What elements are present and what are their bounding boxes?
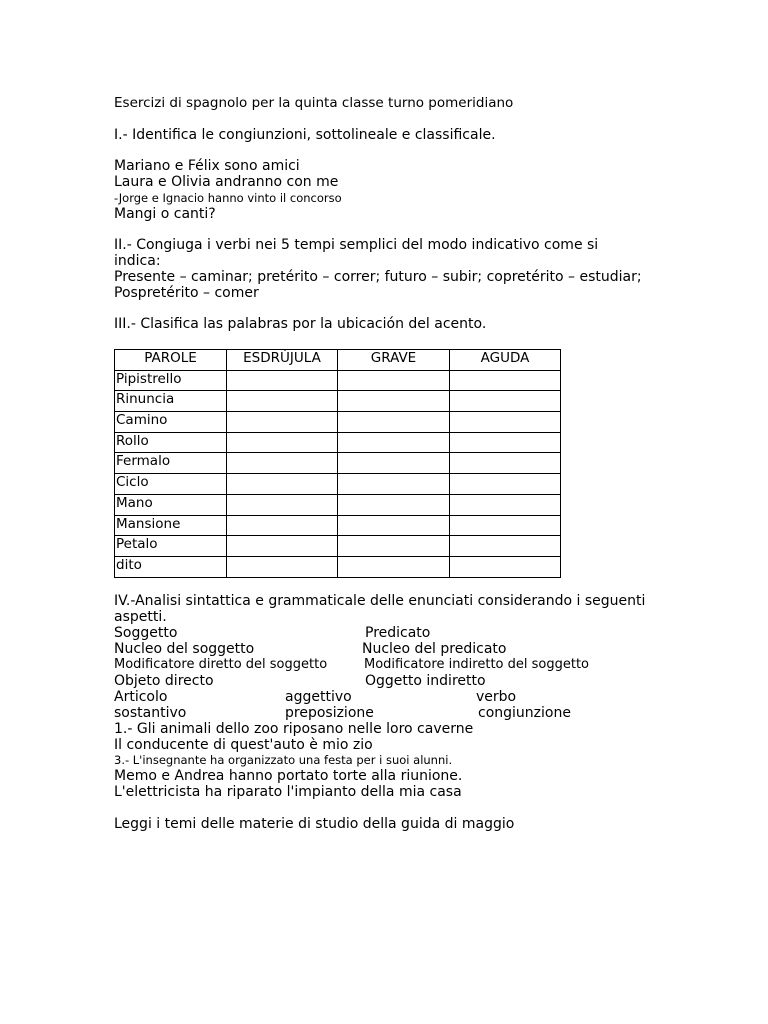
answer-cell (338, 370, 450, 391)
word-cell: dito (115, 556, 227, 577)
answer-cell (450, 453, 561, 474)
section-2-verbs: Presente – caminar; pretérito – correr; futuro – subir; copretérito – estudiar; (114, 269, 642, 285)
section-3-heading: III.- Clasifica las palabras por la ubicación del acento. (114, 316, 487, 332)
analysis-sentence: 1.- Gli animali dello zoo riposano nelle loro caverne (114, 721, 474, 737)
table-row (115, 556, 561, 577)
word-cell: Rinuncia (115, 391, 227, 412)
word-cell: Fermalo (115, 453, 227, 474)
column-header-esdrujula: ESDRÚJULA (227, 350, 338, 371)
answer-cell (450, 391, 561, 412)
answer-cell (450, 412, 561, 433)
answer-cell (338, 515, 450, 536)
aspect-label: Nucleo del predicato (362, 641, 507, 657)
answer-cell (227, 412, 338, 433)
answer-cell (227, 474, 338, 495)
answer-cell (227, 536, 338, 557)
word-cell: Ciclo (115, 474, 227, 495)
aspect-label: Soggetto (114, 625, 178, 641)
section-1-sentence: Mariano e Félix sono amici (114, 158, 300, 174)
category-label: congiunzione (478, 705, 571, 721)
answer-cell (338, 474, 450, 495)
category-label: sostantivo (114, 705, 187, 721)
aspect-label: Oggetto indiretto (365, 673, 486, 689)
column-header-parole: PAROLE (115, 350, 227, 371)
answer-cell (338, 556, 450, 577)
section-1-sentence: Mangi o canti? (114, 206, 216, 222)
section-1-heading: I.- Identifica le congiunzioni, sottolineale e classificale. (114, 127, 496, 143)
table-row (115, 474, 561, 495)
word-cell: Mano (115, 494, 227, 515)
answer-cell (338, 453, 450, 474)
answer-cell (227, 515, 338, 536)
section-2-heading: II.- Congiuga i verbi nei 5 tempi semplici del modo indicativo come si (114, 237, 599, 253)
section-1-sentence: Laura e Olivia andranno con me (114, 174, 339, 190)
aspect-label: Modificatore indiretto del soggetto (364, 657, 589, 672)
analysis-sentence: 3.- L'insegnante ha organizzato una festa per i suoi alunni. (114, 753, 453, 767)
aspect-label: Modificatore diretto del soggetto (114, 657, 328, 672)
column-header-aguda: AGUDA (450, 350, 561, 371)
answer-cell (450, 536, 561, 557)
category-label: Articolo (114, 689, 168, 705)
word-cell: Rollo (115, 432, 227, 453)
word-cell: Pipistrello (115, 370, 227, 391)
document-title: Esercizi di spagnolo per la quinta classe turno pomeridiano (114, 95, 514, 111)
analysis-sentence: Il conducente di quest'auto è mio zio (114, 737, 373, 753)
answer-cell (450, 474, 561, 495)
table-row (115, 391, 561, 412)
answer-cell (227, 494, 338, 515)
answer-cell (338, 432, 450, 453)
table-row (115, 370, 561, 391)
aspect-label: Predicato (365, 625, 431, 641)
section-4-heading-cont: aspetti. (114, 609, 167, 625)
answer-cell (338, 412, 450, 433)
category-label: verbo (476, 689, 517, 705)
analysis-sentence: Memo e Andrea hanno portato torte alla riunione. (114, 768, 463, 784)
answer-cell (227, 556, 338, 577)
footer-note: Leggi i temi delle materie di studio della guida di maggio (114, 816, 515, 832)
section-1-sentence: -Jorge e Ignacio hanno vinto il concorso (114, 191, 342, 205)
word-cell: Mansione (115, 515, 227, 536)
table-row (115, 412, 561, 433)
table-row (115, 453, 561, 474)
analysis-sentence: L'elettricista ha riparato l'impianto della mia casa (114, 784, 462, 800)
table-row (115, 536, 561, 557)
table-header-row (115, 350, 561, 371)
answer-cell (450, 370, 561, 391)
answer-cell (338, 536, 450, 557)
word-cell: Camino (115, 412, 227, 433)
answer-cell (450, 494, 561, 515)
section-2-heading-cont: indica: (114, 253, 161, 269)
category-label: preposizione (285, 705, 374, 721)
column-header-grave: GRAVE (338, 350, 450, 371)
answer-cell (227, 391, 338, 412)
table-row (115, 432, 561, 453)
section-4-heading: IV.-Analisi sintattica e grammaticale delle enunciati considerando i seguenti (114, 593, 646, 609)
word-cell: Petalo (115, 536, 227, 557)
aspect-label: Objeto directo (114, 673, 214, 689)
aspect-label: Nucleo del soggetto (114, 641, 255, 657)
answer-cell (450, 432, 561, 453)
accent-classification-table (114, 349, 561, 578)
table-row (115, 494, 561, 515)
category-label: aggettivo (285, 689, 352, 705)
answer-cell (450, 556, 561, 577)
answer-cell (227, 453, 338, 474)
answer-cell (227, 432, 338, 453)
table-row (115, 515, 561, 536)
answer-cell (338, 494, 450, 515)
answer-cell (227, 370, 338, 391)
answer-cell (450, 515, 561, 536)
answer-cell (338, 391, 450, 412)
section-2-verbs-cont: Pospretérito – comer (114, 285, 259, 301)
